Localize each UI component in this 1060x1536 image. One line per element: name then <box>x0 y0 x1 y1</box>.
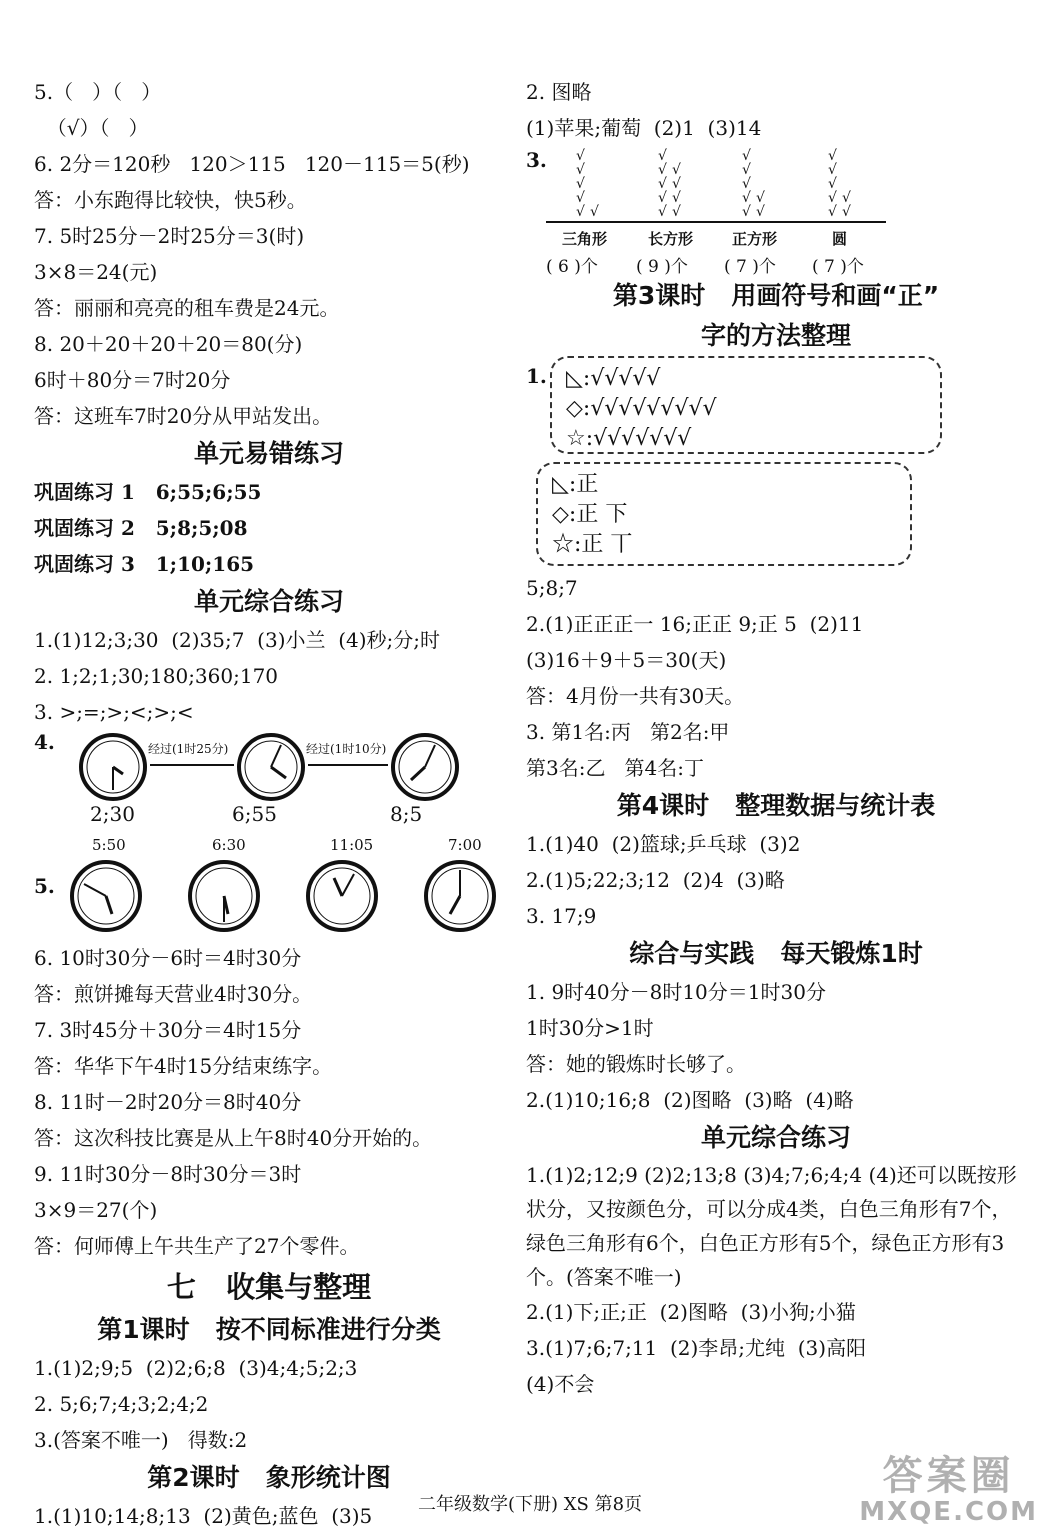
answer-line: 1.(1)10;14;8;13 (2)黄色;蓝色 (3)5 <box>34 1504 373 1528</box>
clock-icon <box>186 858 262 934</box>
answer-line: 3. 第1名:丙 第2名:甲 <box>526 720 730 744</box>
svg-text:√: √ <box>828 204 837 220</box>
answer-line: 答：丽丽和亮亮的租车费是24元。 <box>34 296 340 320</box>
answer-line: 3×9＝27(个) <box>34 1198 158 1222</box>
clock-icon <box>390 732 460 802</box>
arrow-line <box>150 764 234 766</box>
shape-label: 正方形 <box>732 230 778 248</box>
lesson-heading: 第1课时 按不同标准进行分类 <box>97 1315 441 1344</box>
answer-line: 6. 2分＝120秒 120＞115 120－115＝5(秒) <box>34 152 470 176</box>
tally-box-2-row <box>526 456 1026 570</box>
svg-text:√: √ <box>658 190 667 206</box>
tally-line: ☆:√√√√√√√ <box>566 426 692 451</box>
question-number: 1. <box>526 364 547 388</box>
time-label: 7:00 <box>448 836 482 854</box>
svg-text:√: √ <box>658 148 667 164</box>
svg-text:√: √ <box>742 162 751 178</box>
svg-text:√: √ <box>672 162 681 178</box>
count-label: ( 9 )个 <box>636 257 688 277</box>
svg-text:√: √ <box>658 162 667 178</box>
q5-clock-row <box>34 836 504 940</box>
svg-text:√: √ <box>576 204 585 220</box>
answer-line: 6. 10时30分－6时＝4时30分 <box>34 946 302 970</box>
clock-icon <box>78 732 148 802</box>
svg-text:√: √ <box>742 176 751 192</box>
answer-line: 3. 17;9 <box>526 904 597 928</box>
question-number: 3. <box>526 148 547 172</box>
shape-label: 长方形 <box>648 230 694 248</box>
answer-line: 答：这次科技比赛是从上午8时40分开始的。 <box>34 1126 433 1150</box>
answer-line: 1时30分>1时 <box>526 1016 654 1040</box>
svg-text:√: √ <box>590 204 599 220</box>
answer-line: 答：何师傅上午共生产了27个零件。 <box>34 1234 360 1258</box>
svg-text:√: √ <box>756 190 765 206</box>
question-number: 4. <box>34 730 55 754</box>
svg-text:√: √ <box>742 204 751 220</box>
answer-line: 1.(1)2;9;5 (2)2;6;8 (3)4;4;5;2;3 <box>34 1356 358 1380</box>
answer-line: (4)不会 <box>526 1372 595 1396</box>
answer-line: 答：小东跑得比较快，快5秒。 <box>34 188 307 212</box>
svg-text:√: √ <box>756 204 765 220</box>
tally-line: ☆:正 丅 <box>552 532 633 557</box>
check-marks <box>546 146 886 226</box>
section-heading-error-practice: 单元易错练习 <box>193 439 344 468</box>
answer-line: 2.(1)10;16;8 (2)图略 (3)略 (4)略 <box>526 1088 854 1112</box>
tally-line: ◇:正 下 <box>552 502 628 527</box>
clock-icon <box>304 858 380 934</box>
answer-line: 巩固练习 3 1;10;165 <box>34 552 255 576</box>
answer-line: 2. 1;2;1;30;180;360;170 <box>34 664 279 688</box>
tally-box-1-row <box>526 356 1026 456</box>
answer-line: 巩固练习 2 5;8;5;08 <box>34 516 248 540</box>
watermark-line: MXQE.COM <box>859 1497 1038 1527</box>
answer-line: 2.(1)下;正;正 (2)图略 (3)小狗;小猫 <box>526 1300 856 1324</box>
left-column <box>34 74 504 1534</box>
answer-line: 8. 20＋20＋20＋20＝80(分) <box>34 332 303 356</box>
svg-text:√: √ <box>576 148 585 164</box>
lesson-heading: 第3课时 用画符号和画“正” <box>612 281 940 310</box>
answer-line: 答：煎饼摊每天营业4时30分。 <box>34 982 313 1006</box>
svg-text:√: √ <box>658 204 667 220</box>
lesson-heading: 第4课时 整理数据与统计表 <box>616 791 936 820</box>
svg-text:√: √ <box>828 176 837 192</box>
svg-text:√: √ <box>672 176 681 192</box>
time-label: 6:30 <box>212 836 246 854</box>
chapter-heading: 七 收集与整理 <box>166 1270 372 1304</box>
svg-text:√: √ <box>742 190 751 206</box>
svg-text:√: √ <box>828 162 837 178</box>
lesson-heading-cont: 字的方法整理 <box>700 321 851 350</box>
answer-line: 3.(1)7;6;7;11 (2)李昂;尤纯 (3)高阳 <box>526 1336 867 1360</box>
watermark-line: 答案圈 <box>882 1453 1015 1499</box>
answer-line: 7. 5时25分－2时25分＝3(时) <box>34 224 305 248</box>
answer-line: 5.（ ）（ ） <box>34 80 162 104</box>
answer-line: 9. 11时30分－8时30分＝3时 <box>34 1162 302 1186</box>
arrow-line <box>308 764 388 766</box>
answer-line: 6时＋80分＝7时20分 <box>34 368 231 392</box>
answer-line: (3)16＋9＋5＝30(天) <box>526 648 727 672</box>
answer-line: 2.(1)5;22;3;12 (2)4 (3)略 <box>526 868 785 892</box>
page-footer: 二年级数学(下册) XS 第8页 <box>417 1494 643 1515</box>
time-label: 5:50 <box>92 836 126 854</box>
answers-block-2 <box>34 940 504 1264</box>
q4-time-labels <box>34 802 504 836</box>
answer-line: 7. 3时45分＋30分＝4时15分 <box>34 1018 302 1042</box>
answer-line: （√）（ ） <box>34 116 149 140</box>
answer-line: 2. 图略 <box>526 80 592 104</box>
answer-line: 8. 11时－2时20分＝8时40分 <box>34 1090 302 1114</box>
time-label: 2;30 <box>90 802 135 826</box>
shape-label: 圆 <box>832 230 848 248</box>
answer-line: 答：她的锻炼时长够了。 <box>526 1052 746 1076</box>
watermark <box>859 1454 1038 1526</box>
clock-icon <box>68 858 144 934</box>
answer-line: 答：4月份一共有30天。 <box>526 684 745 708</box>
answer-line: 1. 9时40分－8时10分＝1时30分 <box>526 980 826 1004</box>
svg-text:√: √ <box>672 204 681 220</box>
right-column <box>526 74 1026 1402</box>
svg-text:√: √ <box>576 162 585 178</box>
answer-paragraph: 1.(1)2;12;9 (2)2;13;8 (3)4;7;6;4;4 (4)还可以既按形状分，又按颜色分，可以分成4类，白色三角形有7个，绿色三角形有6个，白色正方形有5个，绿色正方形有3个。(答案不唯一) <box>526 1163 1017 1289</box>
answer-line: 答：华华下午4时15分结束练字。 <box>34 1054 333 1078</box>
tally-box-zheng <box>536 462 912 566</box>
practice-heading: 综合与实践 每天锻炼1时 <box>629 939 923 968</box>
answer-line: 2.(1)正正正一 16;正正 9;正 5 (2)11 <box>526 612 864 636</box>
answer-line: 3. >;=;>;<;>;< <box>34 700 194 724</box>
answer-line: 5;8;7 <box>526 576 578 600</box>
tally-line: ◇:√√√√√√√√√ <box>566 396 717 421</box>
elapsed-label: 经过(1时10分) <box>306 742 387 756</box>
tally-chart <box>526 146 1026 276</box>
svg-text:√: √ <box>658 176 667 192</box>
svg-text:√: √ <box>672 190 681 206</box>
svg-text:√: √ <box>742 148 751 164</box>
time-label: 8;5 <box>390 802 423 826</box>
answer-line: 第3名:乙 第4名:丁 <box>526 756 704 780</box>
tally-box-checks <box>550 356 942 454</box>
svg-text:√: √ <box>576 176 585 192</box>
clock-icon <box>236 732 306 802</box>
answer-line: 3×8＝24(元) <box>34 260 158 284</box>
answer-line: 1.(1)12;3;30 (2)35;7 (3)小兰 (4)秒;分;时 <box>34 628 441 652</box>
time-label: 11:05 <box>330 836 374 854</box>
svg-text:√: √ <box>828 190 837 206</box>
count-label: ( 6 )个 <box>546 257 598 277</box>
elapsed-label: 经过(1时25分) <box>148 742 229 756</box>
answer-line: 答：这班车7时20分从甲站发出。 <box>34 404 333 428</box>
count-label: ( 7 )个 <box>812 257 864 277</box>
answer-line: 3.(答案不唯一) 得数:2 <box>34 1428 248 1452</box>
answer-line: 2. 5;6;7;4;3;2;4;2 <box>34 1392 209 1416</box>
svg-text:√: √ <box>828 148 837 164</box>
shape-label: 三角形 <box>562 230 608 248</box>
answers-block-1 <box>34 74 504 434</box>
count-label: ( 7 )个 <box>724 257 776 277</box>
clock-icon <box>422 858 498 934</box>
section-heading-unit-review: 单元综合练习 <box>193 587 344 616</box>
tally-line: ◺:正 <box>552 472 599 497</box>
section-heading-unit-review: 单元综合练习 <box>700 1123 851 1152</box>
svg-text:√: √ <box>842 190 851 206</box>
svg-text:√: √ <box>576 190 585 206</box>
answer-line: 巩固练习 1 6;55;6;55 <box>34 480 262 504</box>
tally-line: ◺:√√√√√ <box>566 366 661 391</box>
svg-text:√: √ <box>842 204 851 220</box>
time-label: 6;55 <box>232 802 277 826</box>
answer-line: 1.(1)40 (2)篮球;乒乓球 (3)2 <box>526 832 801 856</box>
q4-clock-row <box>34 730 504 802</box>
answer-line: (1)苹果;葡萄 (2)1 (3)14 <box>526 116 762 140</box>
question-number: 5. <box>34 874 55 898</box>
lesson-heading: 第2课时 象形统计图 <box>147 1463 391 1492</box>
